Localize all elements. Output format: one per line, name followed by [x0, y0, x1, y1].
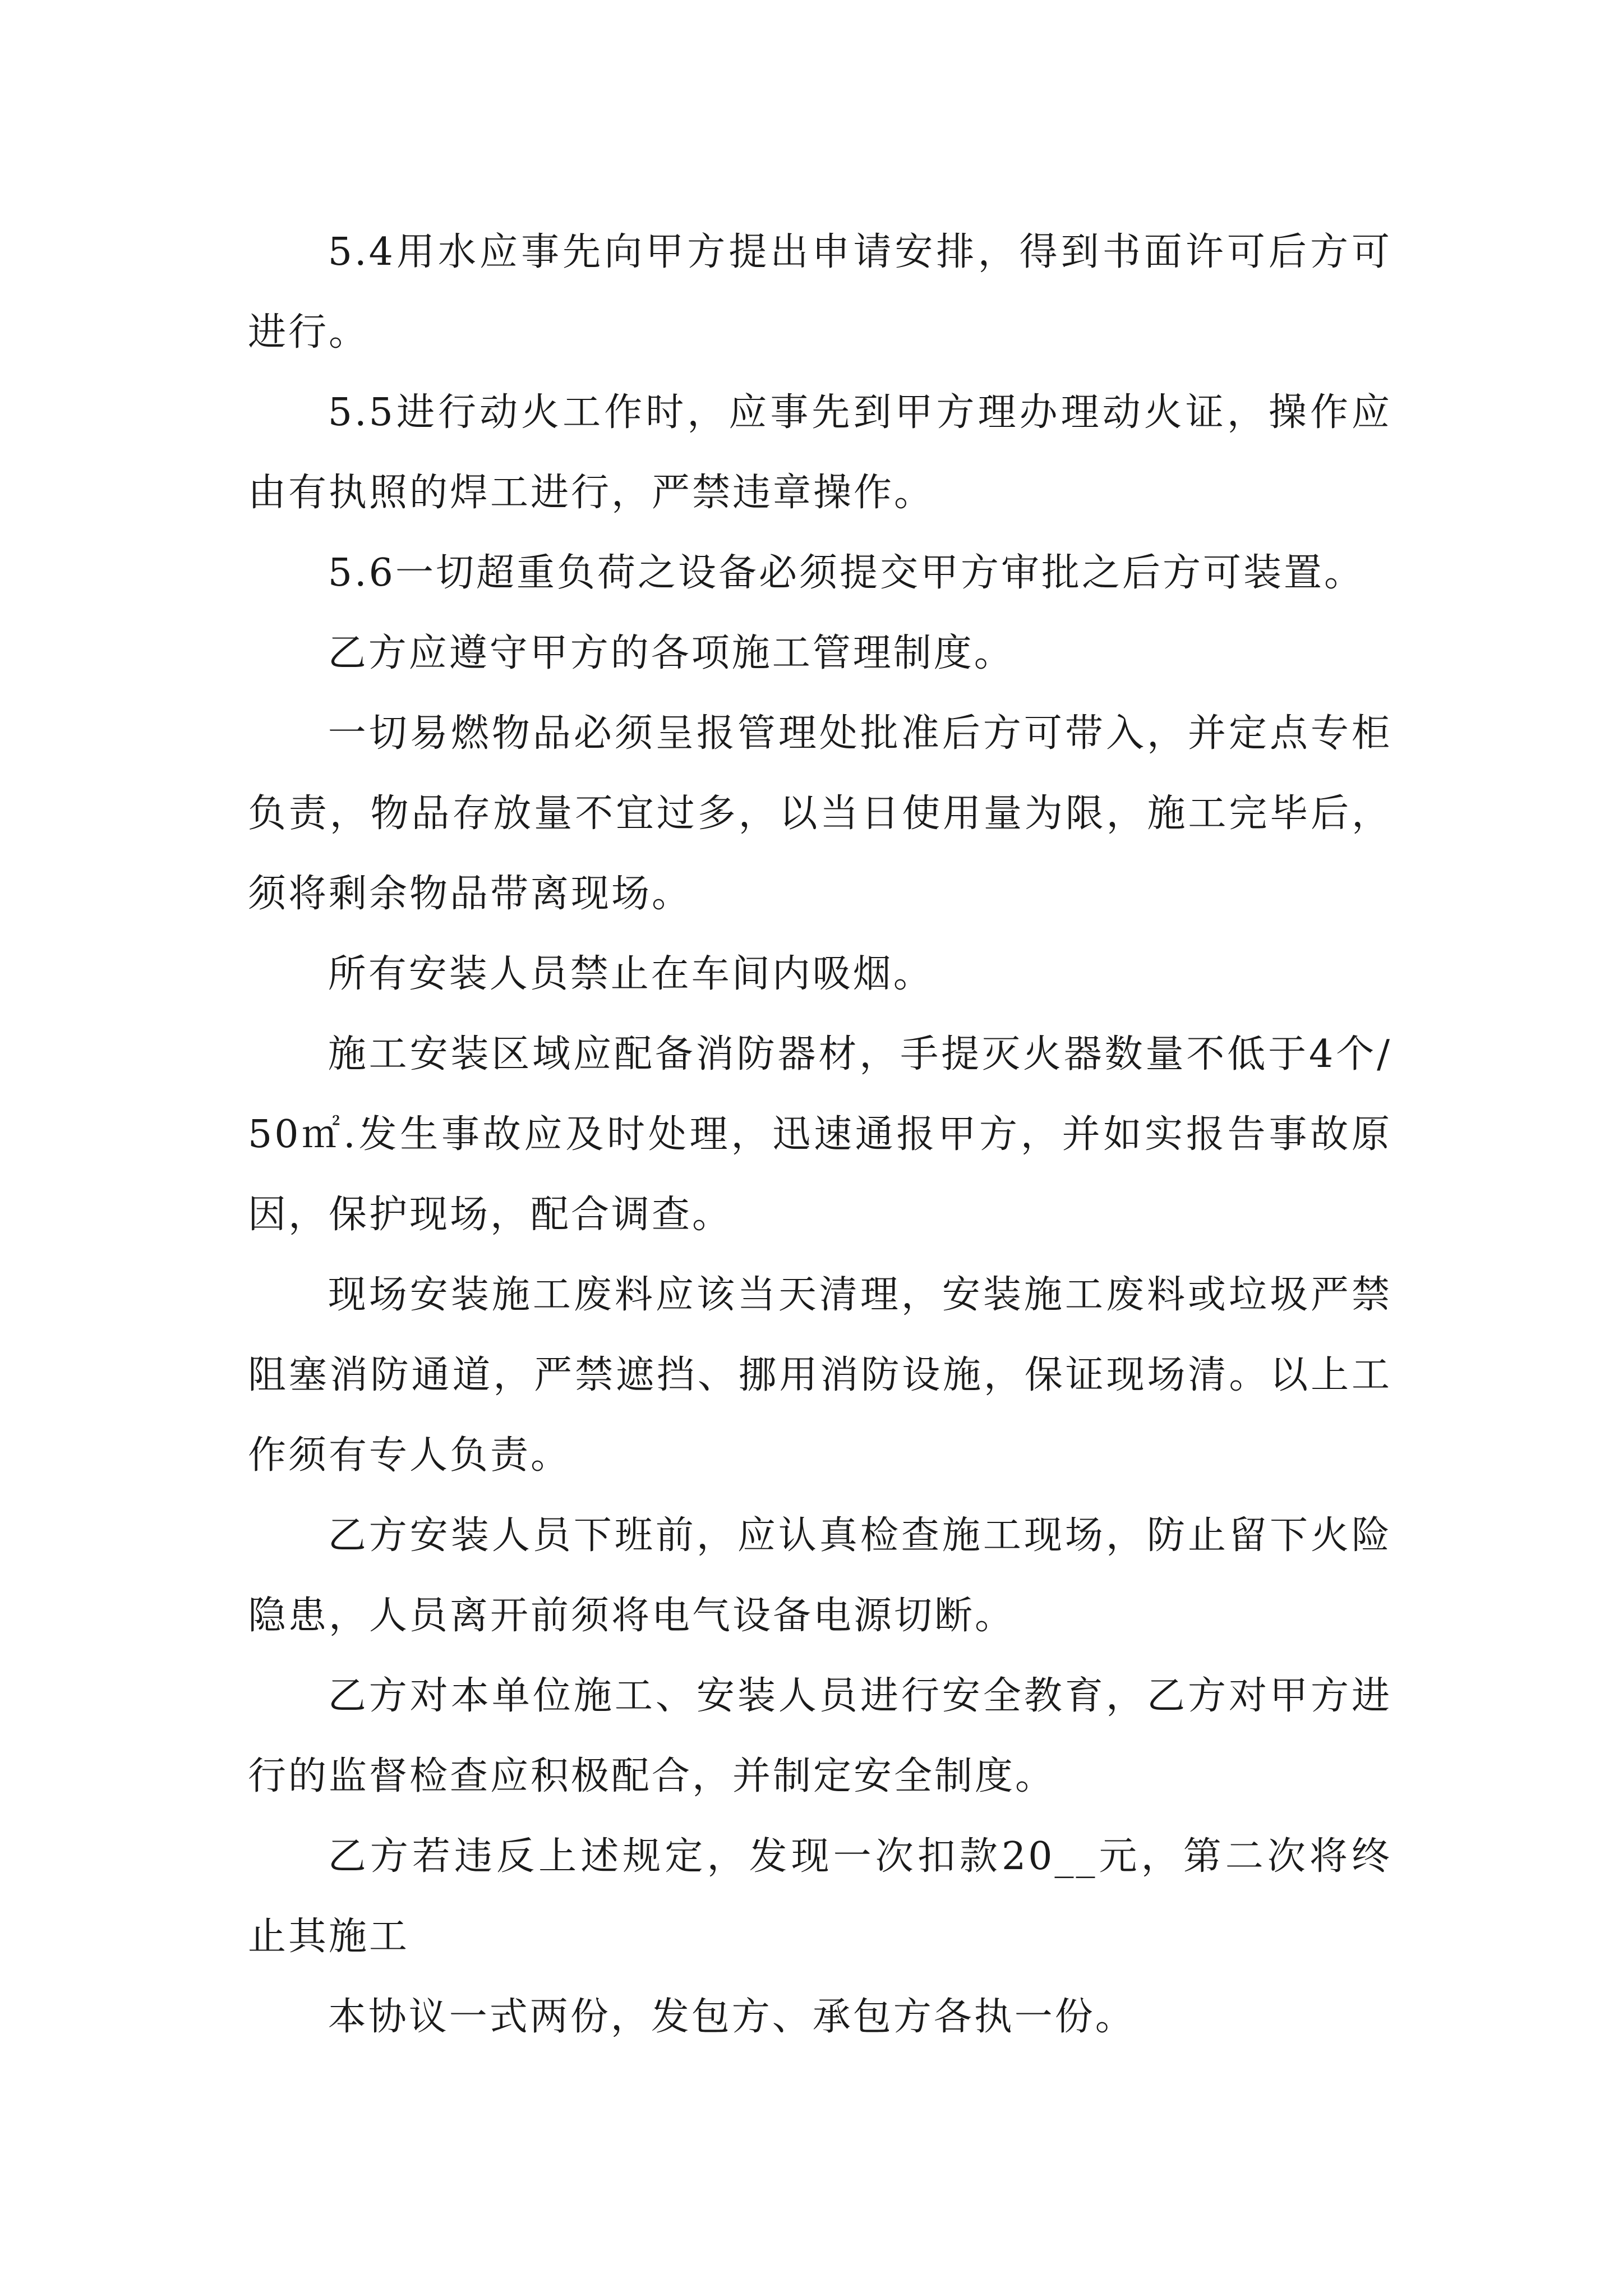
paragraph-safety-education: 乙方对本单位施工、安装人员进行安全教育，乙方对甲方进行的监督检查应积极配合，并制定安全制度。 [248, 1674, 1392, 1798]
document-body [248, 212, 1392, 2057]
paragraph-waste-cleanup: 现场安装施工废料应该当天清理，安装施工废料或垃圾严禁阻塞消防通道，严禁遮挡、挪用消防设施，保证现场清。以上工作须有专人负责。 [248, 1273, 1392, 1478]
paragraph-5-5: 5.5进行动火工作时，应事先到甲方理办理动火证，操作应由有执照的焊工进行，严禁违章操作。 [248, 390, 1392, 515]
paragraph-fire-equipment: 施工安装区域应配备消防器材，手提灭火器数量不低于4个/50㎡.发生事故应及时处理，迅速通报甲方，并如实报告事故原因，保护现场，配合调查。 [248, 1032, 1392, 1237]
paragraph-no-smoking: 所有安装人员禁止在车间内吸烟。 [328, 952, 934, 996]
paragraph-management-rules: 乙方应遵守甲方的各项施工管理制度。 [328, 631, 1015, 675]
paragraph-flammables: 一切易燃物品必须呈报管理处批准后方可带入，并定点专柜负责，物品存放量不宜过多，以当日使用量为限，施工完毕后，须将剩余物品带离现场。 [248, 711, 1392, 916]
paragraph-5-6: 5.6一切超重负荷之设备必须提交甲方审批之后方可装置。 [328, 551, 1364, 595]
paragraph-end-of-shift: 乙方安装人员下班前，应认真检查施工现场，防止留下火险隐患，人员离开前须将电气设备电源切断。 [248, 1513, 1392, 1638]
paragraph-penalty: 乙方若违反上述规定，发现一次扣款20__元，第二次将终止其施工 [248, 1834, 1392, 1959]
paragraph-copies: 本协议一式两份，发包方、承包方各执一份。 [328, 1995, 1136, 2039]
paragraph-5-4: 5.4用水应事先向甲方提出申请安排，得到书面许可后方可进行。 [248, 230, 1392, 355]
